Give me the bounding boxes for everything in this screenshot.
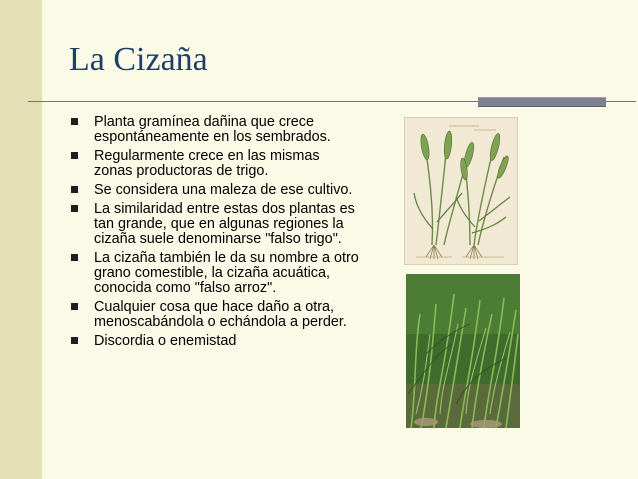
bullet-text: Discordia o enemistad: [94, 333, 237, 349]
bullet-item: [71, 115, 361, 145]
left-accent-band: [0, 0, 42, 479]
bullet-square-icon: [71, 337, 78, 344]
bullet-item: [71, 149, 361, 179]
bullet-square-icon: [71, 303, 78, 310]
bullet-square-icon: [71, 186, 78, 193]
bullet-square-icon: [71, 118, 78, 125]
bullet-item: [71, 300, 361, 330]
bullet-text: Regularmente crece en las mismas zonas productoras de trigo.: [94, 148, 320, 179]
bullet-list: [71, 115, 361, 353]
bullet-text: Planta gramínea dañina que crece espontáneamente en los sembrados.: [94, 114, 331, 145]
slide-title: La Cizaña: [69, 41, 208, 78]
bullet-item: [71, 183, 361, 198]
bullet-text: Se considera una maleza de ese cultivo.: [94, 182, 353, 198]
bullet-square-icon: [71, 254, 78, 261]
bullet-text: Cualquier cosa que hace daño a otra, menoscabándola o echándola a perder.: [94, 299, 347, 330]
botanical-illustration-image: [404, 117, 518, 265]
bullet-item: [71, 202, 361, 247]
title-divider-accent: [478, 97, 606, 107]
bullet-square-icon: [71, 205, 78, 212]
bullet-item: [71, 334, 361, 349]
bullet-item: [71, 251, 361, 296]
bullet-text: La similaridad entre estas dos plantas es tan grande, que en algunas regiones la cizaña suele denominarse "falso trigo".: [94, 201, 355, 247]
bullet-text: La cizaña también le da su nombre a otro grano comestible, la cizaña acuática, conocida como "falso arroz".: [94, 250, 359, 296]
grass-field-photo: [406, 274, 520, 428]
bullet-square-icon: [71, 152, 78, 159]
